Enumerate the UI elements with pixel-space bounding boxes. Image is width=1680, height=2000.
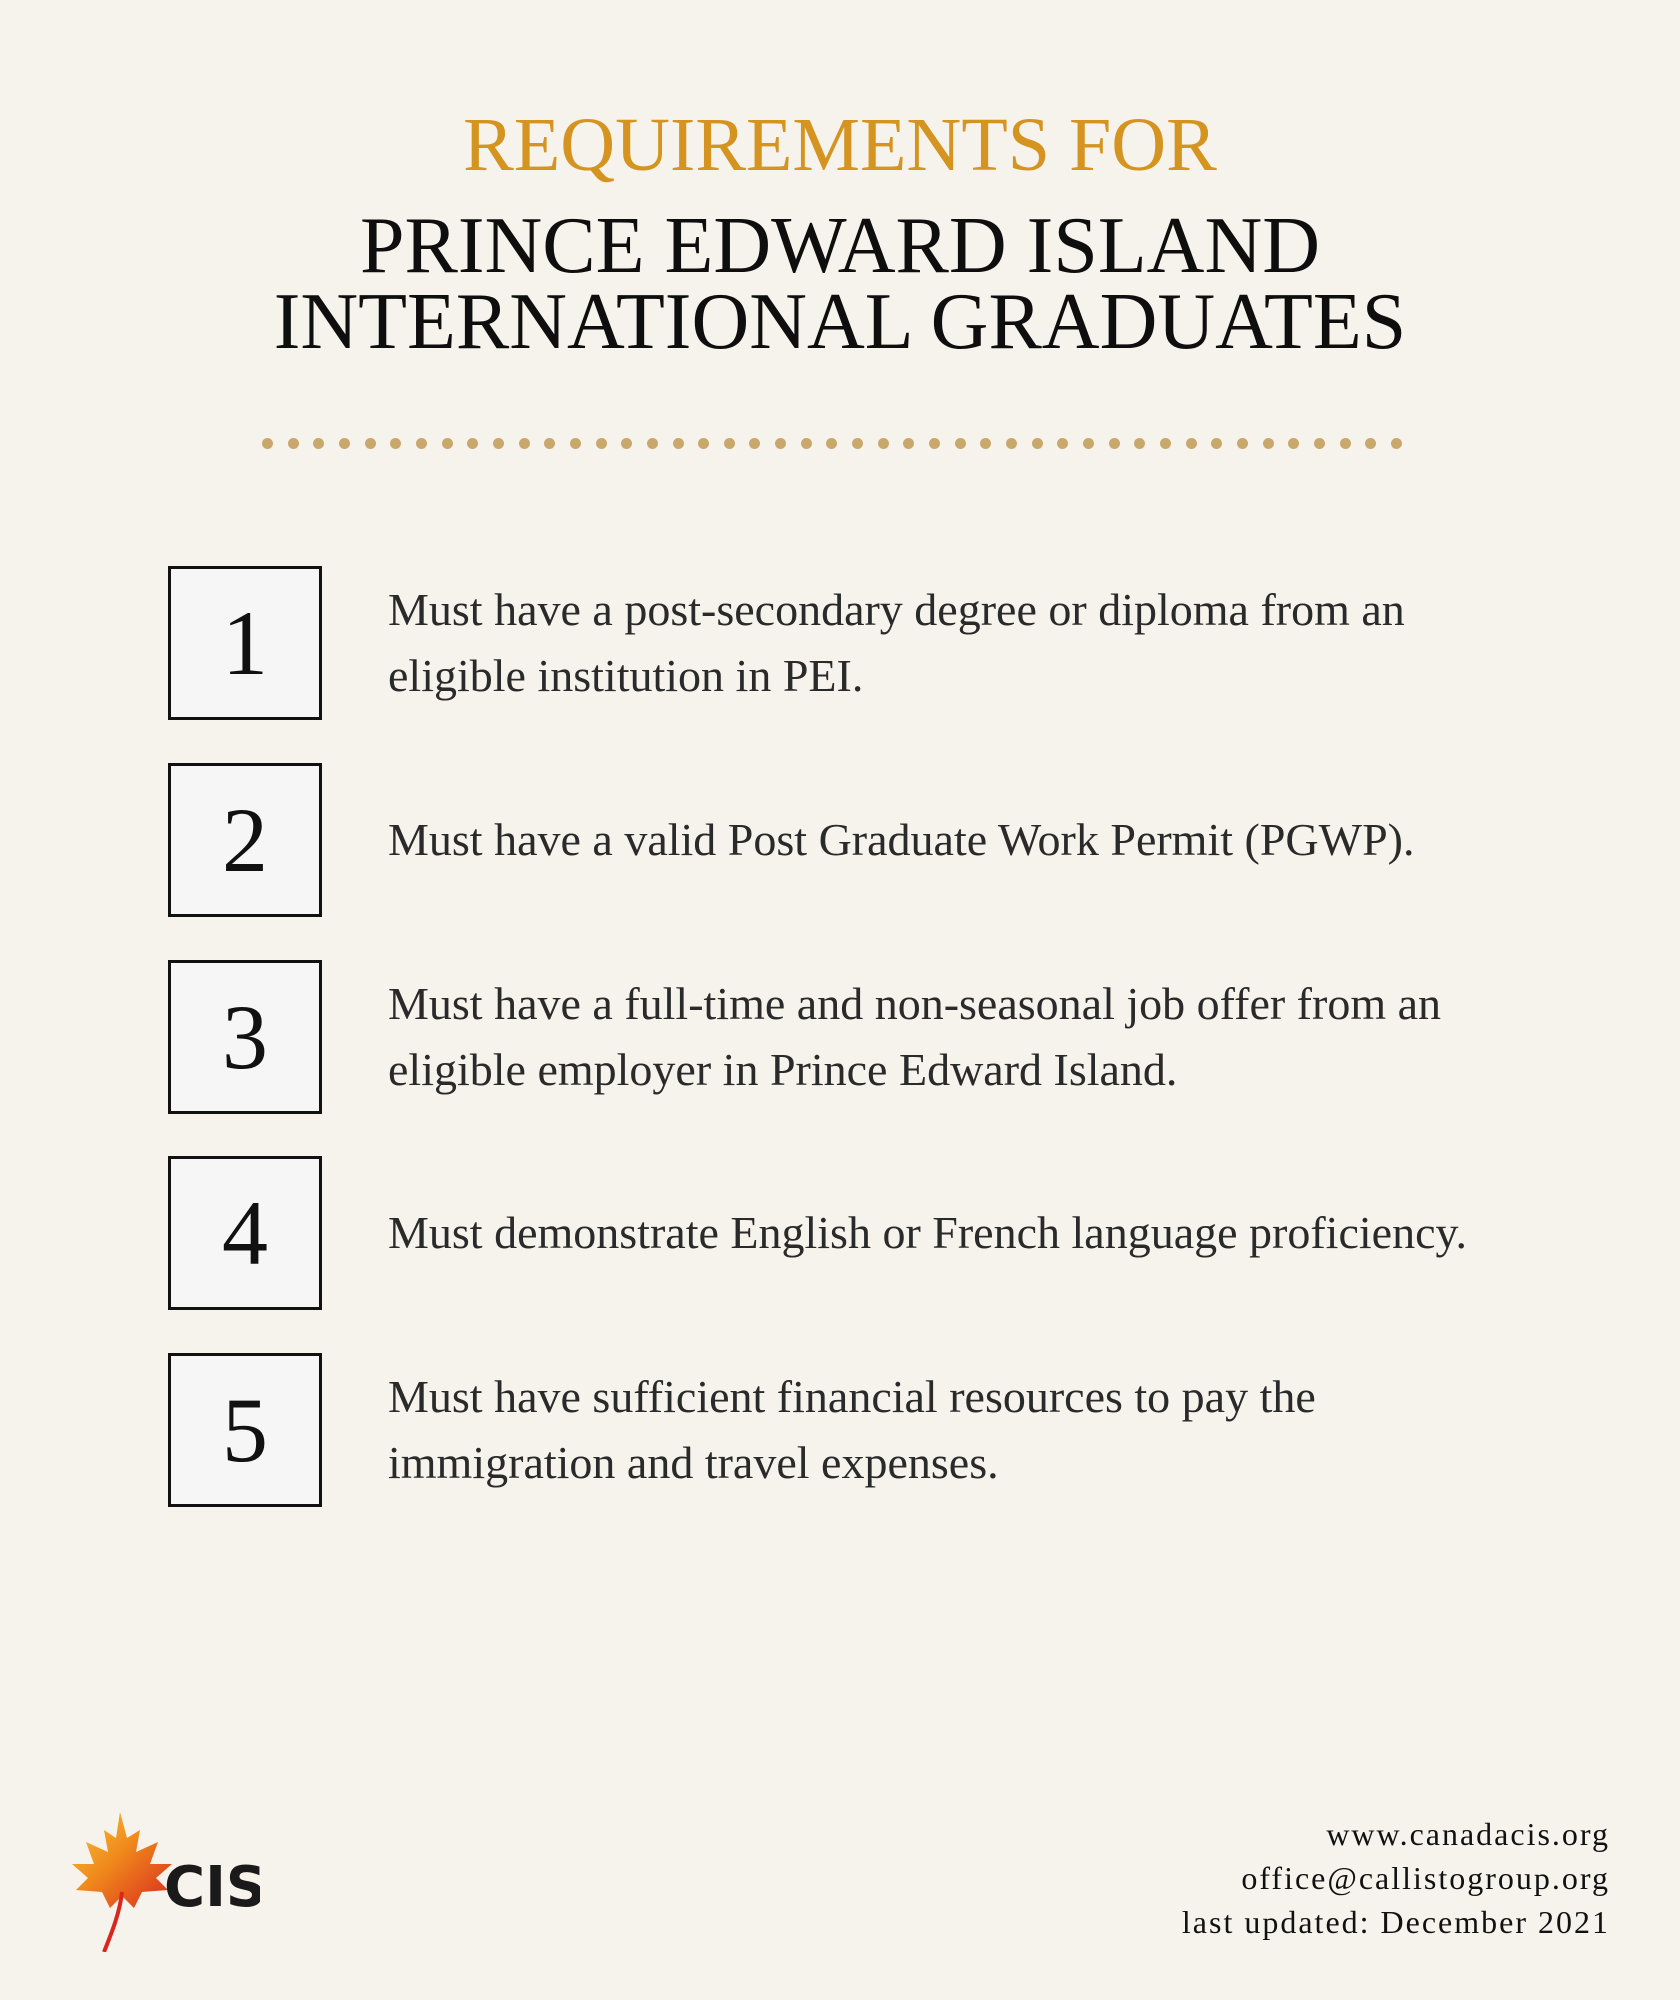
requirement-text: Must have sufficient financial resources to pay the immigration and travel expenses.: [388, 1371, 1316, 1488]
dotted-divider: [262, 436, 1402, 450]
footer-contact: [1182, 1812, 1610, 1944]
divider-dot: [1006, 438, 1017, 449]
divider-dot: [262, 438, 273, 449]
divider-dot: [1109, 438, 1120, 449]
divider-dot: [1237, 438, 1248, 449]
requirement-item-2: [168, 763, 1508, 917]
divider-dot: [698, 438, 709, 449]
divider-dot: [1288, 438, 1299, 449]
divider-dot: [288, 438, 299, 449]
divider-dot: [1365, 438, 1376, 449]
divider-dot: [775, 438, 786, 449]
page-title: [0, 202, 1680, 366]
requirement-text: Must have a full-time and non-seasonal job offer from an eligible employer in Prince Edward Island.: [388, 978, 1442, 1095]
divider-dot: [647, 438, 658, 449]
divider-dot: [544, 438, 555, 449]
divider-dot: [1160, 438, 1171, 449]
divider-dot: [852, 438, 863, 449]
divider-dot: [724, 438, 735, 449]
divider-dot: [1057, 438, 1068, 449]
divider-dot: [980, 438, 991, 449]
divider-dot: [903, 438, 914, 449]
divider-dot: [365, 438, 376, 449]
requirement-item-5: [168, 1353, 1508, 1507]
divider-dot: [1032, 438, 1043, 449]
divider-dot: [955, 438, 966, 449]
divider-dot: [339, 438, 350, 449]
title-line-1: PRINCE EDWARD ISLAND: [360, 202, 1320, 290]
header: [0, 100, 1680, 366]
divider-dot: [801, 438, 812, 449]
divider-dot: [1083, 438, 1094, 449]
website-link[interactable]: www.canadacis.org: [1326, 1816, 1610, 1852]
divider-dot: [673, 438, 684, 449]
kicker-title: REQUIREMENTS FOR: [463, 103, 1217, 187]
divider-dot: [519, 438, 530, 449]
divider-dot: [749, 438, 760, 449]
requirement-number-box: 3: [168, 960, 322, 1114]
divider-dot: [878, 438, 889, 449]
title-line-2: INTERNATIONAL GRADUATES: [273, 278, 1407, 366]
divider-dot: [570, 438, 581, 449]
requirement-number-box: 5: [168, 1353, 322, 1507]
divider-dot: [467, 438, 478, 449]
logo-text: CIS: [164, 1855, 260, 1920]
requirement-number-box: 2: [168, 763, 322, 917]
divider-dot: [313, 438, 324, 449]
requirement-number-box: 4: [168, 1156, 322, 1310]
divider-dot: [1134, 438, 1145, 449]
divider-dot: [442, 438, 453, 449]
requirement-text: Must have a post-secondary degree or diploma from an eligible institution in PEI.: [388, 584, 1405, 701]
divider-dot: [1211, 438, 1222, 449]
divider-dot: [621, 438, 632, 449]
divider-dot: [596, 438, 607, 449]
divider-dot: [416, 438, 427, 449]
divider-dot: [1391, 438, 1402, 449]
divider-dot: [929, 438, 940, 449]
divider-dot: [1314, 438, 1325, 449]
requirement-number-box: 1: [168, 566, 322, 720]
last-updated: last updated: December 2021: [1181, 1904, 1610, 1940]
requirement-item-1: [168, 566, 1508, 720]
requirement-text: Must demonstrate English or French language proficiency.: [388, 1207, 1468, 1258]
divider-dot: [1263, 438, 1274, 449]
divider-dot: [1186, 438, 1197, 449]
divider-dot: [1340, 438, 1351, 449]
maple-leaf-icon: [60, 1812, 260, 1952]
requirement-item-4: [168, 1156, 1508, 1310]
cis-logo: [60, 1812, 260, 1952]
requirement-item-3: [168, 960, 1508, 1114]
email-link[interactable]: office@callistogroup.org: [1241, 1860, 1610, 1896]
requirement-text: Must have a valid Post Graduate Work Permit (PGWP).: [388, 814, 1415, 865]
divider-dot: [390, 438, 401, 449]
divider-dot: [826, 438, 837, 449]
divider-dot: [493, 438, 504, 449]
